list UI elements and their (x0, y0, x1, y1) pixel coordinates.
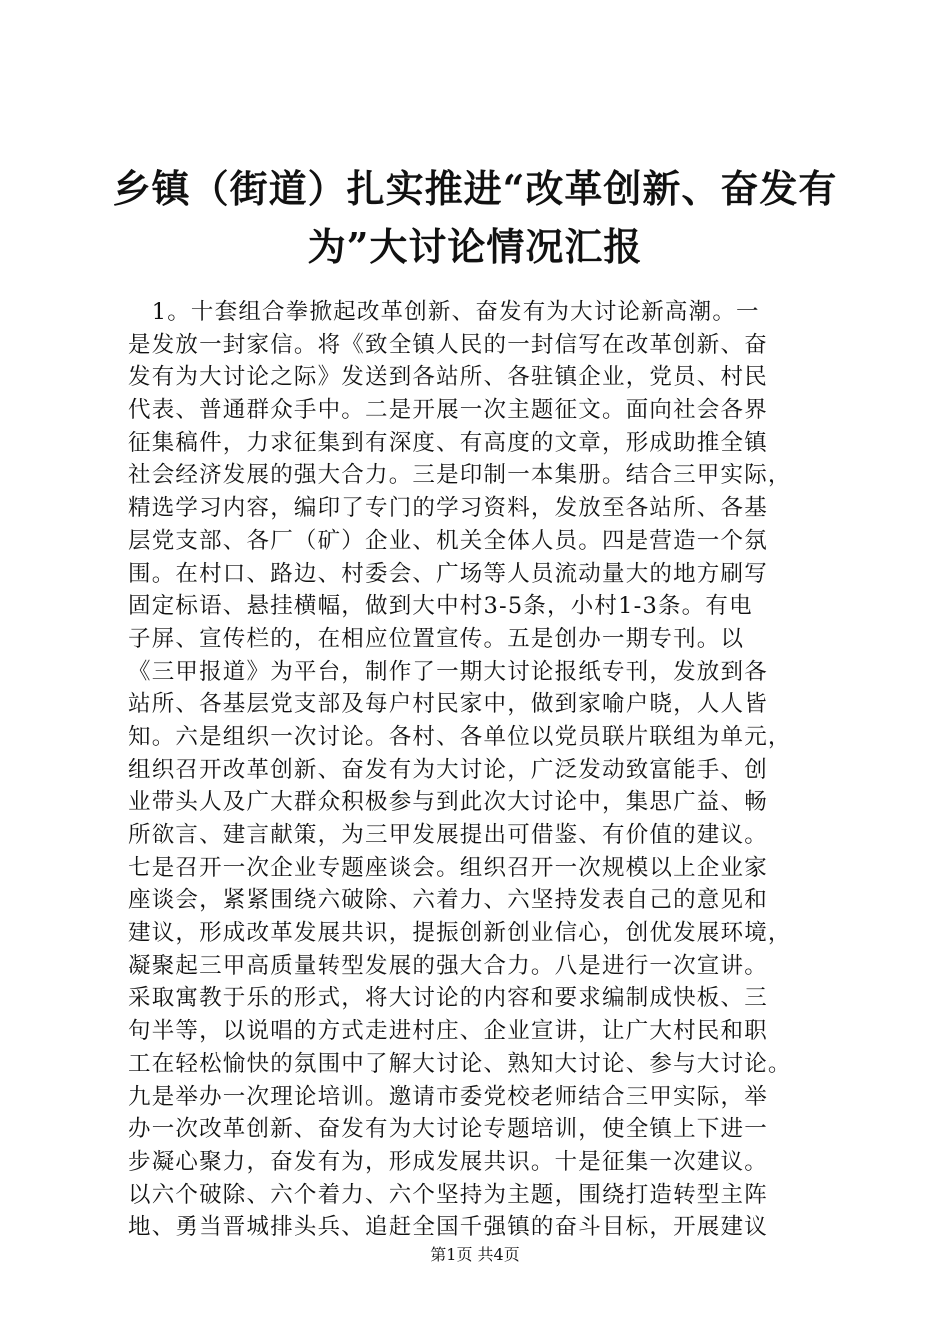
body-line: 工在轻松愉快的氛围中了解大讨论、熟知大讨论、参与大讨论。 (128, 1050, 792, 1077)
document-body (128, 296, 850, 1244)
body-line: 子屏、宣传栏的，在相应位置宣传。五是创办一期专刊。以 (128, 625, 745, 652)
body-line: 站所、各基层党支部及每户村民家中，做到家喻户晓，人人皆 (128, 691, 768, 718)
page-footer: 第1页 共4页 (430, 1245, 520, 1264)
body-line: 步凝心聚力，奋发有为，形成发展共识。十是征集一次建议。 (128, 1148, 768, 1175)
body-line: 采取寓教于乐的形式，将大讨论的内容和要求编制成快板、三 (128, 985, 768, 1012)
title-line-2: 为”大讨论情况汇报 (307, 224, 643, 269)
body-line: 座谈会，紧紧围绕六破除、六着力、六坚持发表自己的意见和 (128, 887, 768, 914)
body-line: 层党支部、各厂（矿）企业、机关全体人员。四是营造一个氛 (128, 527, 768, 554)
body-line: 知。六是组织一次讨论。各村、各单位以党员联片联组为单元， (128, 723, 792, 750)
body-line: 凝聚起三甲高质量转型发展的强大合力。八是进行一次宣讲。 (128, 952, 768, 979)
body-line: 固定标语、悬挂横幅，做到大中村3-5条，小村1-3条。有电 (128, 593, 753, 620)
body-line: 精选学习内容，编印了专门的学习资料，发放至各站所、各基 (128, 495, 768, 522)
body-line: 《三甲报道》为平台，制作了一期大讨论报纸专刊，发放到各 (128, 658, 768, 685)
body-line: 建议，形成改革发展共识，提振创新创业信心，创优发展环境， (128, 920, 792, 947)
body-line: 句半等，以说唱的方式走进村庄、企业宣讲，让广大村民和职 (128, 1018, 768, 1045)
body-line: 地、勇当晋城排头兵、追赶全国千强镇的奋斗目标，开展建议 (128, 1214, 768, 1241)
body-line: 九是举办一次理论培训。邀请市委党校老师结合三甲实际，举 (128, 1083, 768, 1110)
body-line: 社会经济发展的强大合力。三是印制一本集册。结合三甲实际， (128, 462, 792, 489)
body-line: 代表、普通群众手中。二是开展一次主题征文。面向社会各界 (128, 397, 768, 424)
body-line: 组织召开改革创新、奋发有为大讨论，广泛发动致富能手、创 (128, 756, 768, 783)
body-line: 以六个破除、六个着力、六个坚持为主题，围绕打造转型主阵 (128, 1181, 768, 1208)
body-line: 所欲言、建言献策，为三甲发展提出可借鉴、有价值的建议。 (128, 822, 768, 848)
title-line-1: 乡镇（街道）扎实推进“改革创新、奋发有 (112, 166, 838, 211)
body-line: 征集稿件，力求征集到有深度、有高度的文章，形成助推全镇 (128, 429, 768, 456)
body-line: 1。十套组合拳掀起改革创新、奋发有为大讨论新高潮。一 (128, 299, 760, 325)
body-line: 是发放一封家信。将《致全镇人民的一封信写在改革创新、奋 (128, 331, 768, 358)
body-line: 业带头人及广大群众积极参与到此次大讨论中，集思广益、畅 (128, 789, 768, 816)
document-title (60, 160, 890, 276)
body-line: 七是召开一次企业专题座谈会。组织召开一次规模以上企业家 (128, 854, 768, 881)
body-line: 发有为大讨论之际》发送到各站所、各驻镇企业，党员、村民 (128, 364, 768, 391)
body-line: 围。在村口、路边、村委会、广场等人员流动量大的地方刷写 (128, 560, 768, 587)
body-line: 办一次改革创新、奋发有为大讨论专题培训，使全镇上下进一 (128, 1116, 768, 1143)
